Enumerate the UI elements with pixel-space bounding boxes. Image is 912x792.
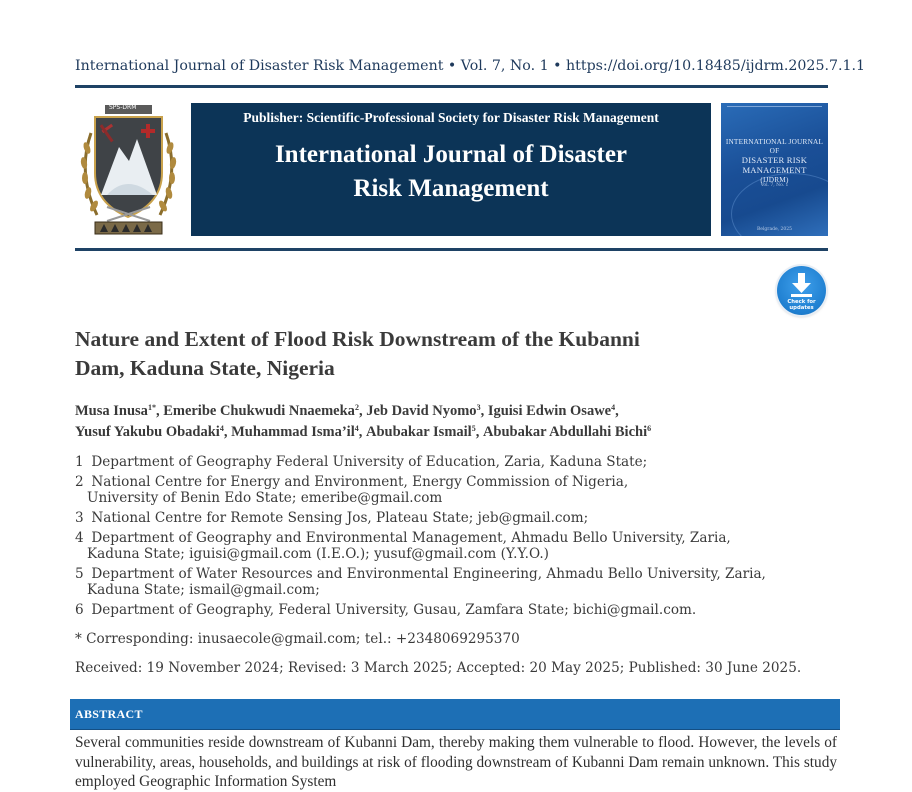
author-name [483,424,651,440]
author-separator: , [615,403,619,419]
header-rule-top [75,85,828,88]
cover-title [725,137,824,184]
affiliation-item [75,530,835,563]
cover-line1: INTERNATIONAL JOURNAL OF [725,137,824,155]
author-affiliation-sup: 1* [147,403,156,412]
author-text: Abubakar Ismail [366,424,472,440]
author-separator: , [223,424,232,440]
publisher-line: Publisher: Scientific-Professional Society for Disaster Risk Management [243,110,659,125]
author-separator: , [480,403,488,419]
affiliation-text: Department of Geography, Federal University, Gusau, Zamfara State; bichi@gmail.com. [91,601,697,618]
cover-line3: MANAGEMENT [742,165,807,175]
author-separator: , [358,403,367,419]
author-name [488,403,619,419]
author-affiliation-sup: 2 [354,403,359,412]
affiliation-number: 3 [75,509,84,526]
journal-citation-line: International Journal of Disaster Risk Management • Vol. 7, No. 1 • https://doi.org/10.18485/ijdrm.2025.7.1.1 [75,58,866,74]
journal-banner [191,103,711,236]
cover-issue: Vol. 7, No. 1 [760,183,789,188]
affiliation-text: Department of Geography Federal University of Education, Zaria, Kaduna State; [91,454,648,470]
author-text: Muhammad Isma’il [231,424,355,440]
journal-title-line2: Risk Management [353,175,549,202]
logo-caption: SPS-DRM [109,104,137,111]
affiliation-text: National Centre for Energy and Environment, Energy Commission of Nigeria, [91,473,629,490]
abstract-text: Several communities reside downstream of Kubanni Dam, thereby making them vulnerable to flood. However, the levels of vulnerability, areas, households, and buildings at risk of flooding downstream of Kubanni Dam remain unknown. This study employed Geographic Information System [75,734,837,790]
affiliation-text: Department of Geography and Environmental Management, Ahmadu Bello University, Zaria, [91,529,731,546]
paper-title [75,325,815,383]
cover-line4: (IJDRM) [760,175,789,184]
affiliation-text-cont: University of Benin Edo State; emeribe@gmail.com [87,490,443,507]
author-affiliation-sup: 3 [476,403,481,412]
affiliation-number: 4 [75,529,84,546]
affiliation-number: 2 [75,473,84,490]
affiliation-item [75,602,835,618]
author-name [231,424,366,440]
affiliation-number: 1 [75,454,84,470]
journal-title [211,138,691,206]
paper-title-line1: Nature and Extent of Flood Risk Downstream of the Kubanni [75,327,640,351]
affiliation-text: National Centre for Remote Sensing Jos, Plateau State; jeb@gmail.com; [91,509,589,526]
check-for-updates-label: Check for updates [787,299,816,311]
affiliation-text: Department of Water Resources and Environmental Engineering, Ahmadu Bello University, Zaria, [91,565,766,582]
society-crest-logo [77,103,180,236]
author-affiliation-sup: 5 [471,424,476,433]
author-affiliation-sup: 4 [219,424,224,433]
paper-title-line2: Dam, Kaduna State, Nigeria [75,356,335,380]
author-affiliation-sup: 6 [647,424,652,433]
journal-cover-thumbnail [721,103,828,236]
author-name [366,424,483,440]
author-name [75,403,163,419]
author-affiliation-sup: 4 [611,403,616,412]
abstract-heading: ABSTRACT [75,707,143,721]
author-line-2 [75,422,835,443]
author-text: Iguisi Edwin Osawe [487,403,612,419]
author-text: Emeribe Chukwudi Nnaemeka [163,403,355,419]
author-line-1 [75,401,835,422]
affiliation-text-cont: Kaduna State; iguisi@gmail.com (I.E.O.); yusuf@gmail.com (Y.Y.O.) [87,545,549,562]
affiliation-list [75,454,835,622]
abstract-heading-bar [70,699,840,730]
affiliation-item [75,566,835,599]
author-affiliation-sup: 4 [354,424,359,433]
author-separator: , [358,424,366,440]
corresponding-author: * Corresponding: inusaecole@gmail.com; tel.: +2348069295370 [75,631,520,647]
affiliation-number: 6 [75,601,84,618]
author-separator: , [155,403,164,419]
author-name [75,424,231,440]
author-separator: , [475,424,483,440]
check-for-updates-button[interactable] [777,266,826,315]
header-rule-bottom [75,248,828,251]
author-text: Musa Inusa [75,403,148,419]
author-text: Jeb David Nyomo [366,403,477,419]
affiliation-item [75,510,835,526]
cover-line2: DISASTER RISK [741,155,808,165]
author-list [75,401,835,443]
affiliation-item [75,454,835,470]
journal-title-line1: International Journal of Disaster [274,141,628,168]
cover-place-year: Belgrade, 2025 [757,227,792,232]
author-name [163,403,366,419]
author-text: Yusuf Yakubu Obadaki [75,424,220,440]
publication-dates: Received: 19 November 2024; Revised: 3 March 2025; Accepted: 20 May 2025; Published: 30 June 2025. [75,660,802,676]
cover-rule [727,106,822,112]
download-arrow-icon [790,272,813,298]
affiliation-text-cont: Kaduna State; ismail@gmail.com; [87,582,320,599]
author-name [366,403,488,419]
affiliation-item [75,474,835,507]
author-text: Abubakar Abdullahi Bichi [482,424,648,440]
affiliation-number: 5 [75,565,84,582]
